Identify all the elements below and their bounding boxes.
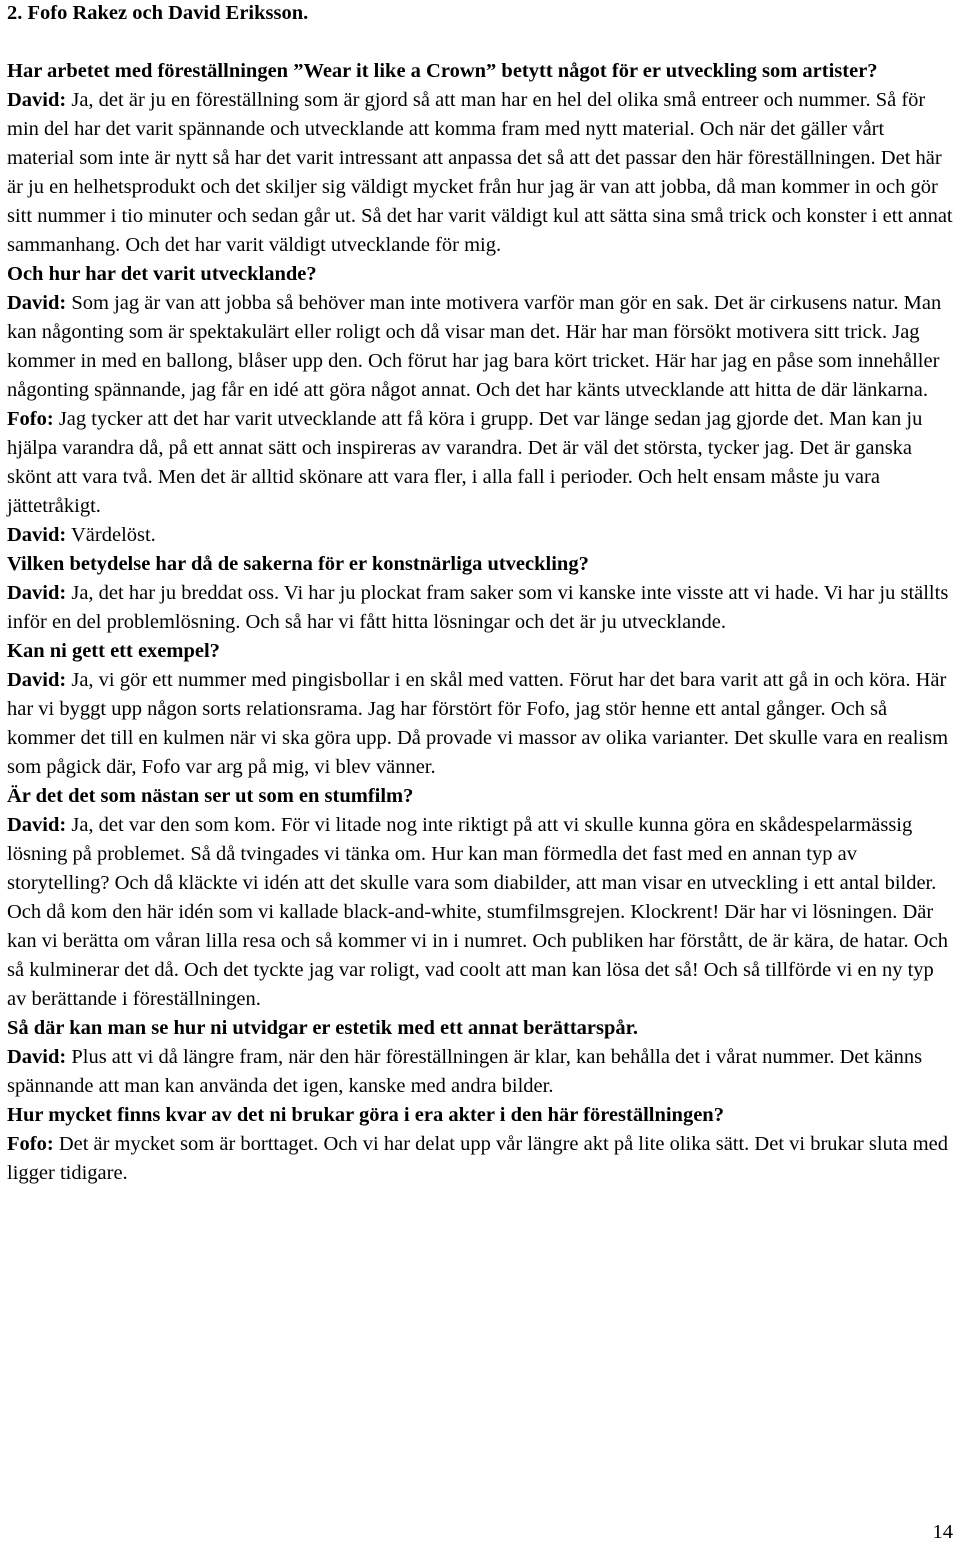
answer-text: Ja, det var den som kom. För vi litade nog inte riktigt på att vi skulle kunna göra en skådespelarmässig lösning på problemet. Så då tvingades vi tänka om. Hur kan man förmedla det fast med en annan typ av storytelling? Och då kläckte vi idén att det skulle vara som diabilder, att man visar en utveckling i ett antal bilder. Och då kom den här idén som vi kallade black-and-white, stumfilmsgrejen. Klockrent! Där har vi lösningen. Där kan vi berätta om våran lilla resa och så kommer vi in i numret. Och publiken har förstått, de är kära, de hatar. Och så kulminerar det då. Och det tyckte jag var roligt, vad coolt att man kan lösa det så! Och så tillförde vi en ny typ av berättande i föreställningen. xyxy=(7,814,948,1010)
speaker-label: David: xyxy=(7,582,67,604)
answer xyxy=(7,405,953,521)
answer-text: Det är mycket som är borttaget. Och vi har delat upp vår längre akt på lite olika sätt. Det vi brukar sluta med ligger tidigare. xyxy=(7,1133,948,1184)
answer-text: Värdelöst. xyxy=(66,524,156,546)
answer-text: Plus att vi då längre fram, när den här föreställningen är klar, kan behålla det i vårat nummer. Det känns spännande att man kan använda det igen, kanske med andra bilder. xyxy=(7,1046,923,1097)
answer xyxy=(7,579,953,637)
answer-text: Jag tycker att det har varit utvecklande att få köra i grupp. Det var länge sedan jag gjorde det. Man kan ju hjälpa varandra då, på ett annat sätt och inspireras av varandra. Det är väl det största, tycker jag. Det är ganska skönt att vara två. Men det är alltid skönare att vara fler, i alla fall i perioder. Och helt ensam måste ju vara jättetråkigt. xyxy=(7,408,923,517)
answer xyxy=(7,1130,953,1188)
answer-text: Ja, det har ju breddat oss. Vi har ju plockat fram saker som vi kanske inte visste att vi hade. Vi har ju ställts inför en del problemlösning. Och så har vi fått hitta lösningar och det är ju utvecklande. xyxy=(7,582,949,633)
speaker-label: David: xyxy=(7,292,67,314)
page-content xyxy=(7,0,953,1188)
page-number: 14 xyxy=(932,1521,953,1543)
answer xyxy=(7,289,953,405)
answer-text: Ja, vi gör ett nummer med pingisbollar i en skål med vatten. Förut har det bara varit att gå in och köra. Här har vi byggt upp någon sorts relationsrama. Jag har förstört för Fofo, jag stör henne ett antal gånger. Och så kommer det till en kulmen när vi ska göra upp. Då provade vi massor av olika varianter. Det skulle vara en realism som pågick där, Fofo var arg på mig, vi blev vänner. xyxy=(7,669,949,778)
question: Hur mycket finns kvar av det ni brukar göra i era akter i den här föreställningen? xyxy=(7,1104,724,1126)
speaker-label: David: xyxy=(7,814,67,836)
question: Är det det som nästan ser ut som en stumfilm? xyxy=(7,785,414,807)
question: Och hur har det varit utvecklande? xyxy=(7,263,317,285)
question: Kan ni gett ett exempel? xyxy=(7,640,220,662)
answer xyxy=(7,811,953,1014)
question: Vilken betydelse har då de sakerna för er konstnärliga utveckling? xyxy=(7,553,589,575)
answer xyxy=(7,86,953,260)
speaker-label: Fofo: xyxy=(7,1133,54,1155)
speaker-label: David: xyxy=(7,1046,67,1068)
speaker-label: David: xyxy=(7,524,67,546)
question: Så där kan man se hur ni utvidgar er estetik med ett annat berättarspår. xyxy=(7,1017,638,1039)
answer-text: Som jag är van att jobba så behöver man inte motivera varför man gör en sak. Det är cirkusens natur. Man kan någonting som är spektakulärt eller roligt och då visar man det. Här har man försökt motivera sitt trick. Jag kommer in med en ballong, blåser upp den. Och förut har jag bara kört tricket. Här har jag en påse som innehåller någonting spännande, jag får en idé att göra något annat. Och det har känts utvecklande att hitta de där länkarna. xyxy=(7,292,942,401)
speaker-label: David: xyxy=(7,89,67,111)
answer-text: Ja, det är ju en föreställning som är gjord så att man har en hel del olika små entreer och nummer. Så för min del har det varit spännande och utvecklande att komma fram med nytt material. Och när det gäller vårt material som inte är nytt så har det varit intressant att anpassa det så att det passar den här föreställningen. Det här är ju en helhetsprodukt och det skiljer sig väldigt mycket från hur jag är van att jobba, då man kommer in och gör sitt nummer i tio minuter och sedan går ut. Så det har varit väldigt kul att sätta sina små trick och konster i ett annat sammanhang. Och det har varit väldigt utvecklande för mig. xyxy=(7,89,953,256)
question: Har arbetet med föreställningen ”Wear it like a Crown” betytt något för er utveckling som artister? xyxy=(7,60,878,82)
speaker-label: Fofo: xyxy=(7,408,54,430)
section-heading: 2. Fofo Rakez och David Eriksson. xyxy=(7,2,309,24)
answer xyxy=(7,666,953,782)
answer xyxy=(7,521,953,550)
answer xyxy=(7,1043,953,1101)
speaker-label: David: xyxy=(7,669,67,691)
